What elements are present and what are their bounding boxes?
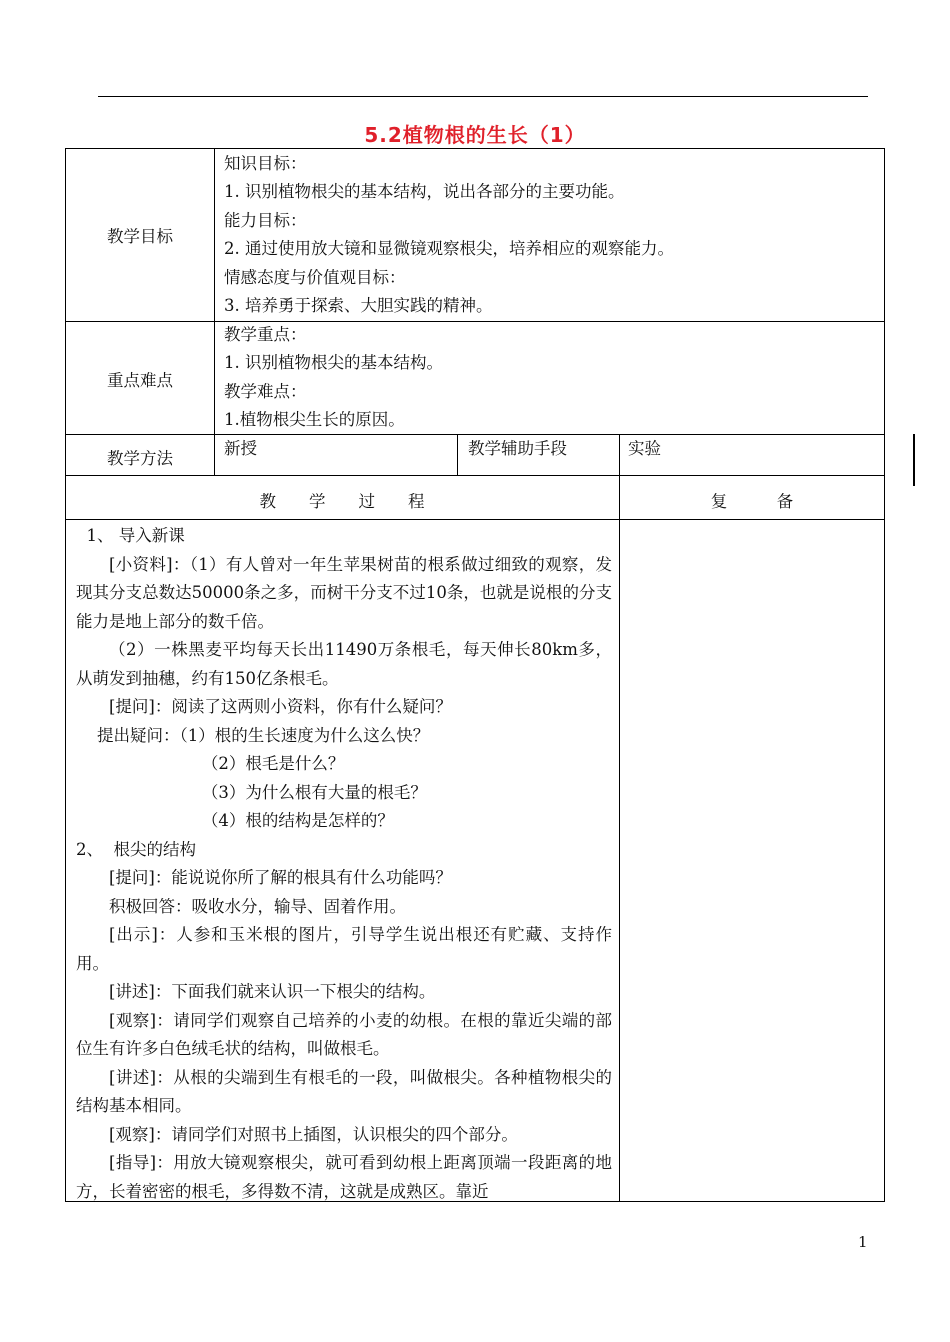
column-divider [214, 149, 215, 475]
teaching-aid-label: 教学辅助手段 [468, 439, 567, 458]
document-title: 5.2植物根的生长（1） [364, 123, 586, 147]
header-rule [98, 96, 868, 97]
objectives-line: 2. 通过使用放大镜和显微镜观察根尖，培养相应的观察能力。 [224, 239, 674, 258]
row-divider [66, 321, 884, 322]
row-divider [66, 519, 884, 520]
process-paragraph: [小资料]：（1）有人曾对一年生苹果树苗的根系做过细致的观察，发现其分支总数达50000条之多，而树干分支不过10条，也就是说根的分支能力是地上部分的数千倍。 [76, 554, 612, 631]
objectives-line: 知识目标： [224, 154, 307, 173]
process-paragraph: [出示]：人参和玉米根的图片，引导学生说出根还有贮藏、支持作用。 [76, 925, 612, 973]
objectives-label: 教学目标 [107, 227, 173, 246]
process-paragraph: [指导]：用放大镜观察根尖，就可看到幼根上距离顶端一段距离的地方，长着密密的根毛，多得数不清，这就是成熟区。靠近 [76, 1153, 612, 1201]
objectives-line: 情感态度与价值观目标： [224, 268, 406, 287]
methods-label: 教学方法 [107, 449, 173, 468]
page-number: 1 [858, 1233, 868, 1251]
key-points-label: 重点难点 [107, 371, 173, 390]
process-paragraph: （4）根的结构是怎样的？ [76, 811, 394, 830]
key-points-line: 1.植物根尖生长的原因。 [224, 410, 405, 429]
process-paragraph: 积极回答：吸收水分，输导、固着作用。 [109, 896, 406, 916]
key-points-line: 教学重点： [224, 325, 307, 344]
process-paragraph: （3）为什么根有大量的根毛？ [76, 782, 427, 802]
margin-mark [913, 434, 915, 486]
process-paragraph: [观察]：请同学们对照书上插图，认识根尖的四个部分。 [109, 1124, 518, 1144]
process-body [76, 522, 612, 1206]
row-divider [66, 475, 884, 476]
process-header: 教 学 过 程 [259, 492, 425, 511]
process-paragraph: （2）根毛是什么？ [76, 754, 345, 773]
process-paragraph: （2）一株黑麦平均每天长出11490万条根毛，每天伸长80km多，从萌发到抽穗，约有150亿条根毛。 [76, 640, 612, 688]
column-divider [619, 434, 620, 1202]
review-header: 复 备 [710, 492, 794, 511]
objectives-line: 1. 识别植物根尖的基本结构，说出各部分的主要功能。 [224, 182, 625, 201]
process-paragraph: 提出疑问：（1）根的生长速度为什么这么快？ [76, 725, 430, 745]
process-paragraph: [观察]：请同学们观察自己培养的小麦的幼根。在根的靠近尖端的部位生有许多白色绒毛状的结构，叫做根毛。 [76, 1010, 612, 1058]
objectives-line: 能力目标： [224, 211, 307, 230]
process-paragraph: [讲述]：下面我们就来认识一下根尖的结构。 [109, 982, 436, 1001]
process-paragraph: [讲述]：从根的尖端到生有根毛的一段，叫做根尖。各种植物根尖的结构基本相同。 [76, 1067, 612, 1115]
methods-value: 新授 [224, 439, 257, 458]
process-paragraph: 2、 根尖的结构 [76, 839, 196, 859]
teaching-aid-value: 实验 [628, 439, 661, 458]
key-points-line: 教学难点： [224, 382, 307, 401]
process-paragraph: 1、 导入新课 [76, 526, 185, 545]
process-paragraph: [提问]：阅读了这两则小资料，你有什么疑问？ [109, 697, 452, 716]
objectives-line: 3. 培养勇于探索、大胆实践的精神。 [224, 296, 493, 315]
key-points-line: 1. 识别植物根尖的基本结构。 [224, 353, 443, 372]
column-divider [457, 434, 458, 475]
process-paragraph: [提问]：能说说你所了解的根具有什么功能吗？ [109, 868, 452, 887]
